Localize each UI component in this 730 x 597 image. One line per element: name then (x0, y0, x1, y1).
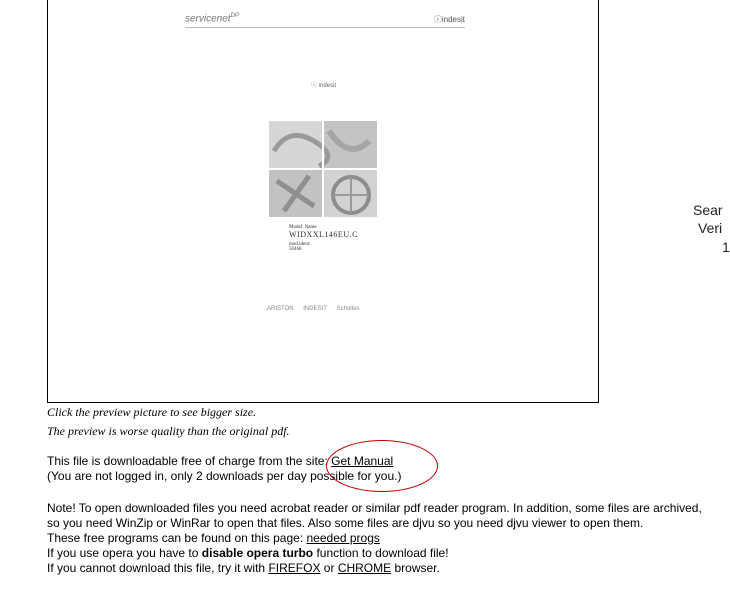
scholtes-logo: Scholtès (336, 306, 360, 312)
caption-model: WIDXXL146EU.C (289, 230, 358, 239)
side-text-1: Sear (693, 202, 723, 218)
indesit-small-logo: ⓘ indesit (311, 83, 337, 89)
indesit-logo: ⓘindesit (433, 15, 465, 24)
caption-ident: 50468 (289, 247, 302, 252)
highlight-circle (326, 440, 438, 492)
info-line-1: Note! To open downloaded files you need acrobat reader or similar pdf reader program. In addition, some files are archived, (47, 501, 702, 515)
get-manual-link[interactable]: Get Manual (331, 454, 394, 468)
caption-ident-label: mod.ident: (289, 242, 311, 247)
appliance-parts-image (269, 121, 377, 217)
header-rule (185, 27, 465, 28)
firefox-link[interactable]: FIREFOX (268, 561, 321, 575)
download-line: This file is downloadable free of charge from the site: Get Manual (47, 454, 394, 468)
preview-header (185, 13, 465, 27)
preview-footer-brands (267, 306, 368, 312)
chrome-link[interactable]: CHROME (337, 561, 392, 575)
preview-caption (289, 225, 358, 252)
quality-note: The preview is worse quality than the original pdf. (47, 424, 290, 438)
ariston-logo: ARISTON (267, 306, 294, 312)
indesit-footer-logo: INDESIT (303, 306, 327, 312)
info-line-4: If you use opera you have to disable opera turbo function to download file! (47, 546, 449, 560)
click-preview-note: Click the preview picture to see bigger size. (47, 405, 257, 419)
needed-progs-link[interactable]: needed progs (306, 531, 380, 545)
info-line-3: These free programs can be found on this page: needed progs (47, 531, 380, 545)
info-line-2: so you need WinZip or WinRar to open that files. Also some files are djvu so you need djvu viewer to open them. (47, 516, 644, 530)
caption-label: Model: Name (289, 225, 317, 230)
side-text-2: Veri (698, 220, 723, 236)
info-line-5: If you cannot download this file, try it with FIREFOX or CHROME browser. (47, 561, 440, 575)
side-text-3: 1 (722, 239, 730, 255)
opera-turbo-warning: disable opera turbo (201, 546, 314, 560)
login-note: (You are not logged in, only 2 downloads per day possible for you.) (47, 469, 402, 483)
servicenet-logo: servicenet$^{DP}$ (185, 13, 239, 25)
manual-preview-image[interactable] (47, 0, 599, 403)
